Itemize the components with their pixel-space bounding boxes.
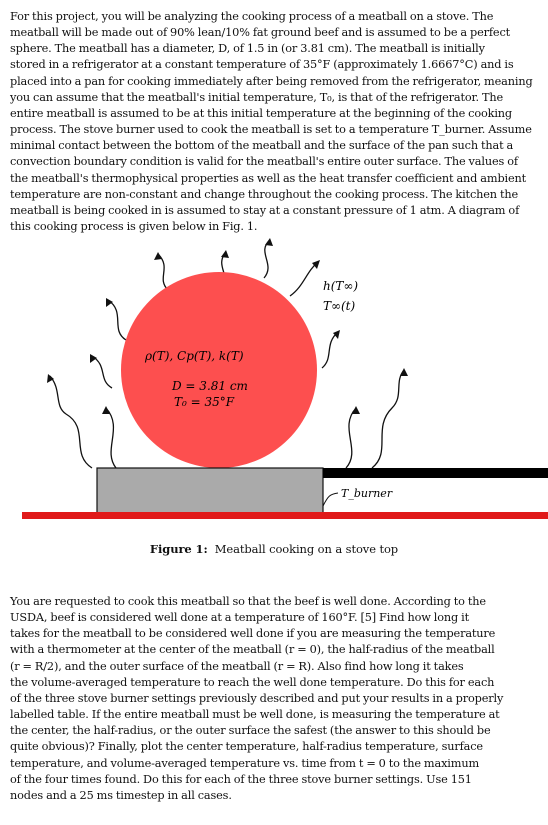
intro-paragraph: [10, 9, 537, 235]
text-line: process. The stove burner used to cook the meatball is set to a temperature T_burner. Assume: [10, 123, 532, 137]
text-line: nodes and a 25 ms timestep in all cases.: [10, 788, 232, 802]
meatball-diagram: [0, 238, 548, 528]
heat-arrow: [92, 356, 112, 388]
text-line: the center, the half-radius, or the outer surface the safest (the answer to this should be: [10, 724, 491, 738]
text-line: of the three stove burner settings previously described and put your results in a properly: [10, 691, 504, 705]
text-line: minimal contact between the bottom of the meatball and the surface of the pan such that a: [10, 139, 514, 153]
text-line: quite obvious)? Finally, plot the center temperature, half-radius temperature, surface: [10, 740, 483, 754]
text-line: sphere. The meatball has a diameter, D, of 1.5 in (or 3.81 cm). The meatball is initially: [10, 42, 485, 56]
text-line: labelled table. If the entire meatball must be well done, is measuring the temperature at: [10, 708, 500, 722]
meatball: [121, 272, 317, 468]
text-line: with a thermometer at the center of the meatball (r = 0), the half-radius of the meatball: [10, 643, 495, 657]
text-line: the meatball's thermophysical properties as well as the heat transfer coefficient and ambient: [10, 171, 527, 185]
heat-arrow: [106, 408, 116, 468]
text-line: entire meatball is assumed to be at this initial temperature at the beginning of the cooking: [10, 106, 513, 120]
heat-arrow: [372, 370, 404, 468]
text-line: temperature, and volume-averaged temperature vs. time from t = 0 to the maximum: [10, 756, 480, 770]
text-line: meatball is being cooked in is assumed to stay at a constant pressure of 1 atm. A diagram of: [10, 203, 520, 217]
pan: [97, 468, 323, 513]
label-tburner: T_burner: [341, 487, 393, 500]
task-paragraph: [10, 594, 537, 804]
label-tinf: T∞(t): [323, 299, 356, 313]
heat-arrow: [264, 240, 270, 278]
text-line: placed into a pan for cooking immediately after being removed from the refrigerator, meaning: [10, 74, 533, 88]
label-h: h(T∞): [323, 279, 359, 293]
figure-caption: [0, 542, 548, 556]
caption-label: Figure 1:: [149, 542, 208, 556]
heat-arrow: [290, 262, 318, 296]
heat-arrow: [108, 300, 126, 340]
text-line: convection boundary condition is valid for the meatball's entire outer surface. The values of: [10, 155, 518, 169]
label-t0: T₀ = 35°F: [174, 395, 235, 409]
caption-text: Meatball cooking on a stove top: [214, 542, 399, 556]
text-line: (r = R/2), and the outer surface of the meatball (r = R). Also find how long it takes: [10, 659, 464, 673]
label-diameter: D = 3.81 cm: [172, 379, 248, 393]
heat-arrow: [158, 254, 168, 290]
text-line: of the four times found. Do this for each of the three stove burner settings. Use 151: [10, 772, 472, 786]
text-line: the volume-averaged temperature to reach the well done temperature. Do this for each: [10, 675, 495, 689]
text-line: takes for the meatball to be considered well done if you are measuring the temperature: [10, 627, 496, 641]
text-line: this cooking process is given below in Fig. 1.: [10, 220, 258, 234]
text-line: you can assume that the meatball's initial temperature, T₀, is that of the refrigerator. The: [10, 90, 504, 104]
text-line: meatball will be made out of 90% lean/10% fat ground beef and is assumed to be a perfect: [10, 26, 511, 40]
text-line: temperature are non-constant and change throughout the cooking process. The kitchen the: [10, 187, 518, 201]
text-line: For this project, you will be analyzing the cooking process of a meatball on a stove. The: [10, 10, 494, 23]
label-properties: ρ(T), Cp(T), k(T): [145, 349, 244, 363]
text-line: stored in a refrigerator at a constant temperature of 35°F (approximately 1.6667°C) and is: [10, 58, 514, 72]
text-line: USDA, beef is considered well done at a temperature of 160°F. [5] Find how long it: [10, 611, 469, 625]
heat-arrow: [322, 332, 338, 368]
heat-arrow: [346, 408, 356, 468]
text-line: You are requested to cook this meatball so that the beef is well done. According to the: [10, 595, 486, 608]
burner-pointer: [323, 493, 338, 506]
stove-burner: [22, 512, 548, 519]
heat-arrow: [50, 376, 92, 468]
pan-handle: [323, 468, 548, 478]
